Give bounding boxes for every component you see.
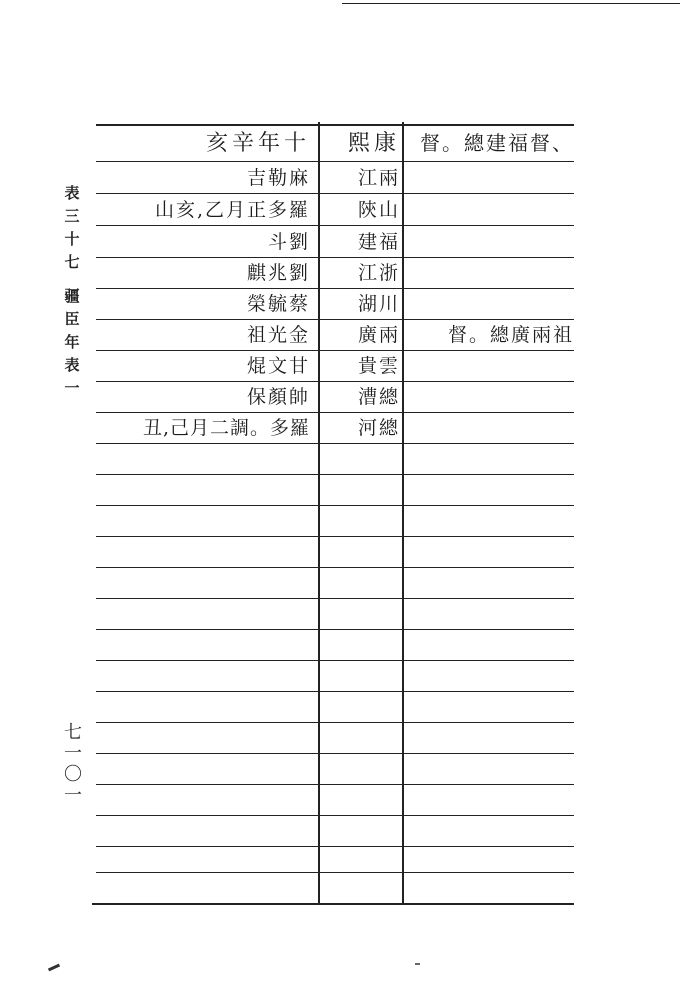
- row-rule: [96, 567, 574, 568]
- row-rule: [96, 161, 574, 162]
- row-rule: [96, 846, 574, 847]
- column-rule-right: [402, 122, 404, 904]
- row-rule: [96, 536, 574, 537]
- table-cell: 亥辛年十: [205, 131, 310, 156]
- top-rule: [342, 3, 680, 4]
- row-rule: [96, 660, 574, 661]
- table-cell: 河總: [357, 417, 400, 439]
- table-cell: 江兩: [357, 167, 400, 189]
- table-cell: 山亥,乙月正多羅: [154, 199, 310, 221]
- row-rule: [96, 784, 574, 785]
- table-cell: 榮毓蔡: [246, 293, 310, 315]
- table-cell: 吉勒麻: [246, 167, 310, 189]
- table-cell: 熙康: [347, 131, 400, 156]
- row-rule: [96, 474, 574, 475]
- table-cell: 麒兆劉: [246, 262, 310, 284]
- table-bottom-rule: [92, 903, 574, 905]
- row-rule: [96, 505, 574, 506]
- row-rule: [96, 691, 574, 692]
- row-rule: [96, 598, 574, 599]
- table-cell: 丑,己月二調。多羅: [142, 417, 310, 439]
- table-cell: 建福: [357, 231, 400, 253]
- row-rule: [96, 722, 574, 723]
- volume-label-text: 表三十七: [64, 184, 80, 271]
- volume-label: [62, 182, 82, 274]
- table-cell: 祖光金: [246, 324, 310, 346]
- section-label-text: 疆臣年表一: [64, 287, 80, 397]
- table-cell: 江浙: [357, 262, 400, 284]
- table-cell: 漕總: [357, 386, 400, 408]
- page-number-text: 七一〇一: [64, 722, 82, 806]
- row-rule: [96, 815, 574, 816]
- row-rule: [96, 872, 574, 873]
- table-cell: 陝山: [357, 199, 400, 221]
- table-cell: 保顏帥: [246, 386, 310, 408]
- print-speck: [415, 963, 420, 965]
- page-number: [63, 722, 83, 806]
- row-rule: [96, 629, 574, 630]
- table-cell: 督。總建福督、: [420, 131, 574, 155]
- table-cell: 焜文甘: [246, 355, 310, 377]
- section-label: [62, 285, 82, 400]
- table-cell: 斗劉: [267, 231, 310, 253]
- table-cell: 貴雲: [357, 355, 400, 377]
- table-cell: 湖川: [357, 293, 400, 315]
- table-cell: 廣兩: [357, 324, 400, 346]
- table-top-rule: [96, 124, 574, 126]
- print-speck: [48, 964, 60, 972]
- table-cell: 督。總廣兩祖: [447, 324, 574, 346]
- row-rule: [96, 753, 574, 754]
